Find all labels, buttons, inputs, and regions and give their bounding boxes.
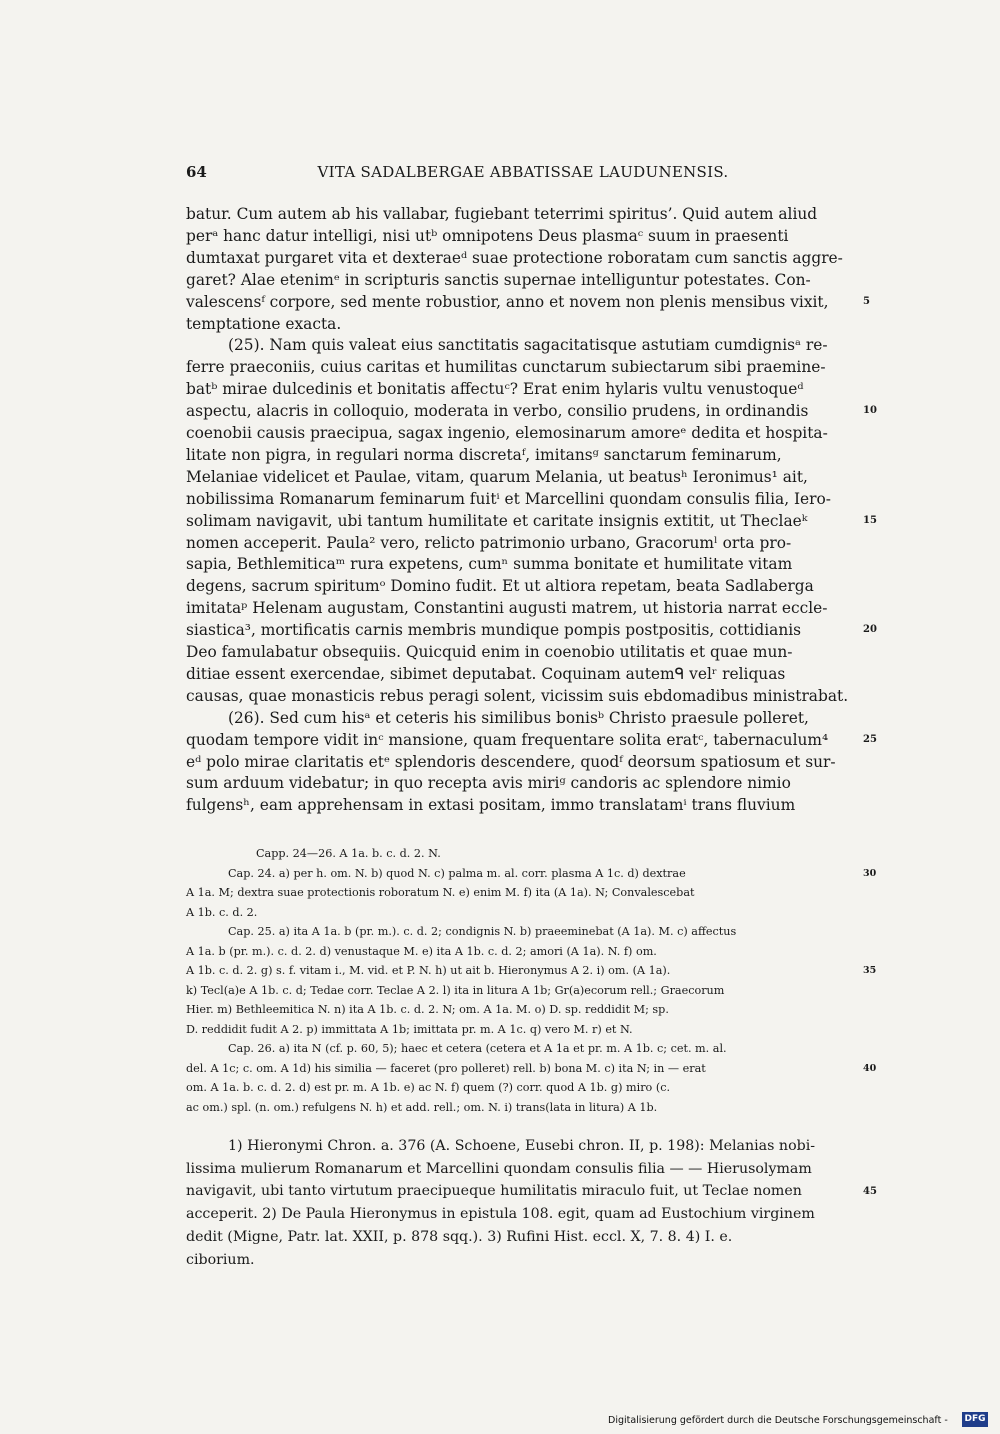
footnote-line: navigavit, ubi tanto virtutum praecipueque humilitatis miraculo fuit, ut Teclae nomen (186, 1183, 802, 1200)
text-line: coenobii causis praecipua, sagax ingenio, elemosinarum amoreᵉ dedita et hospita- (186, 424, 828, 442)
dfg-logo: DFG (962, 1412, 988, 1427)
text-line: (26). Sed cum hisᵃ et ceteris his similibus bonisᵇ Christo praesule polleret, (228, 708, 809, 727)
text-line: garet? Alae etenimᵉ in scripturis sanctis supernae intelliguntur potestates. Con- (186, 270, 811, 289)
apparatus-line: Hier. m) Bethleemitica N. n) ita A 1b. c. d. 2. N; om. A 1a. M. o) D. sp. reddidit M; sp. (186, 1003, 669, 1016)
line-number: 10 (863, 405, 877, 417)
apparatus-line: k) Tecl(a)e A 1b. c. d; Tedae corr. Teclae A 2. l) ita in litura A 1b; Gr(a)ecorum rell.; Graecorum (186, 983, 725, 997)
text-line: valescensᶠ corpore, sed mente robustior, anno et novem non plenis mensibus vixit, (186, 292, 829, 311)
text-line: aspectu, alacris in colloquio, moderata in verbo, consilio prudens, in ordinandis (186, 402, 809, 421)
page-header (186, 163, 860, 185)
line-number: 25 (863, 733, 877, 745)
text-line: nobilissima Romanarum feminarum fuitⁱ et Marcellini quondam consulis filia, Iero- (186, 489, 831, 508)
line-number: 35 (863, 965, 877, 976)
text-line: degens, sacrum spiritumᵒ Domino fudit. Et ut altiora repetam, beata Sadlaberga (186, 577, 814, 596)
text-line: solimam navigavit, ubi tantum humilitate et caritate insignis extitit, ut Theclaeᵏ (186, 511, 808, 530)
apparatus-line: Cap. 25. a) ita A 1a. b (pr. m.). c. d. 2; condignis N. b) praeeminebat (A 1a). M. c) affectus (228, 925, 737, 938)
text-line: Melaniae videlicet et Paulae, vitam, quarum Melania, ut beatusʰ Ieronimus¹ ait, (186, 467, 808, 486)
footnote-line: 1) Hieronymi Chron. a. 376 (A. Schoene, Eusebi chron. II, p. 198): Melanias nobi- (228, 1138, 816, 1154)
text-line: sum arduum videbatur; in quo recepta avis miriᵍ candoris ac splendore nimio (186, 774, 791, 793)
line-number: 45 (863, 1186, 877, 1198)
text-line: (25). Nam quis valeat eius sanctitatis sagacitatisque astutiam cumdignisᵃ re- (228, 336, 828, 355)
text-line: quodam tempore vidit inᶜ mansione, quam frequentare solita eratᶜ, tabernaculum⁴ (186, 730, 829, 749)
running-title: VITA SADALBERGAE ABBATISSAE LAUDUNENSIS. (317, 163, 729, 181)
text-line: eᵈ polo mirae claritatis etᵉ splendoris descendere, quodᶠ deorsum spatiosum et sur- (186, 752, 836, 771)
apparatus-line: A 1b. c. d. 2. g) s. f. vitam i., M. vid. et P. N. h) ut ait b. Hieronymus A 2. i) om. (A 1a). (186, 964, 671, 977)
text-line: perᵃ hanc datur intelligi, nisi utᵇ omnipotens Deus plasmaᶜ suum in praesenti (186, 226, 789, 245)
text-line: nomen acceperit. Paula² vero, relicto patrimonio urbano, Gracorumˡ orta pro- (186, 533, 792, 552)
text-line: litate non pigra, in regulari norma discretaᶠ, imitansᵍ sanctarum feminarum, (186, 445, 782, 464)
text-line: siastica³, mortificatis carnis membris mundique pompis postpositis, cottidianis (186, 621, 802, 640)
line-number: 5 (863, 295, 870, 307)
apparatus-line: A 1a. M; dextra suae protectionis roboratum N. e) enim M. f) ita (A 1a). N; Convalescebat (186, 886, 695, 899)
footnote-line: ciborium. (186, 1251, 255, 1268)
text-line: causas, quae monasticis rebus peragi solent, vicissim suis ebdomadibus ministrabat. (186, 686, 849, 705)
apparatus-line: Capp. 24—26. A 1a. b. c. d. 2. N. (256, 847, 441, 860)
text-line: batur. Cum autem ab his vallabar, fugiebant teterrimi spiritus’. Quid autem aliud (186, 205, 818, 223)
line-number: 15 (863, 514, 877, 526)
line-number: 20 (863, 624, 877, 636)
text-line: ditiae essent exercendae, sibimet deputabat. Coquinam autemᑫ velʳ reliquas (186, 664, 786, 683)
text-line: temptatione exacta. (186, 314, 342, 333)
page-number: 64 (186, 163, 207, 181)
apparatus-line: ac om.) spl. (n. om.) refulgens N. h) et add. rell.; om. N. i) trans(lata in litura) A 1b. (186, 1100, 658, 1114)
footnote-line: dedit (Migne, Patr. lat. XXII, p. 878 sqq.). 3) Rufini Hist. eccl. X, 7. 8. 4) I. e. (186, 1228, 733, 1245)
footnote-line: acceperit. 2) De Paula Hieronymus in epistula 108. egit, quam ad Eustochium virginem (186, 1206, 815, 1223)
apparatus-line: Cap. 24. a) per h. om. N. b) quod N. c) palma m. al. corr. plasma A 1c. d) dextrae (228, 866, 686, 880)
apparatus-line: del. A 1c; c. om. A 1d) his similia — faceret (pro polleret) rell. b) bona M. c) ita N; in — erat (186, 1061, 706, 1075)
footnote-line: lissima mulierum Romanarum et Marcellini quondam consulis filia — — Hierusolymam (186, 1160, 812, 1177)
line-number: 40 (863, 1062, 877, 1074)
text-line: ferre praeconiis, cuius caritas et humilitas cunctarum subiectarum sibi praemine- (186, 358, 826, 377)
text-line: fulgensʰ, eam apprehensam in extasi positam, immo translatamⁱ trans fluvium (186, 796, 796, 815)
text-line: Deo famulabatur obsequiis. Quicquid enim in coenobio utilitatis et quae mun- (186, 643, 793, 661)
text-line: batᵇ mirae dulcedinis et bonitatis affectuᶜ? Erat enim hylaris vultu venustoqueᵈ (186, 380, 804, 399)
apparatus-line: om. A 1a. b. c. d. 2. d) est pr. m. A 1b. e) ac N. f) quem (?) corr. quod A 1b. g) miro (c. (186, 1081, 671, 1094)
apparatus-line: Cap. 26. a) ita N (cf. p. 60, 5); haec et cetera (cetera et A 1a et pr. m. A 1b. c; cet. m. al. (228, 1042, 727, 1055)
apparatus-line: A 1a. b (pr. m.). c. d. 2. d) venustaque M. e) ita A 1b. c. d. 2; amori (A 1a). N. f) om. (186, 944, 657, 958)
apparatus-line: A 1b. c. d. 2. (186, 905, 258, 919)
line-number: 30 (863, 867, 877, 879)
apparatus-line: D. reddidit fudit A 2. p) immittata A 1b; imittata pr. m. A 1c. q) vero M. r) et N. (186, 1022, 633, 1036)
text-line: dumtaxat purgaret vita et dexteraeᵈ suae protectione roboratam cum sanctis aggre- (186, 248, 843, 267)
digitization-credit: Digitalisierung gefördert durch die Deutsche Forschungsgemeinschaft - (608, 1415, 948, 1426)
text-line: imitataᵖ Helenam augustam, Constantini augusti matrem, ut historia narrat eccle- (186, 599, 828, 618)
text-line: sapia, Bethlemiticaᵐ rura expetens, cumⁿ summa bonitate et humilitate vitam (186, 555, 793, 574)
